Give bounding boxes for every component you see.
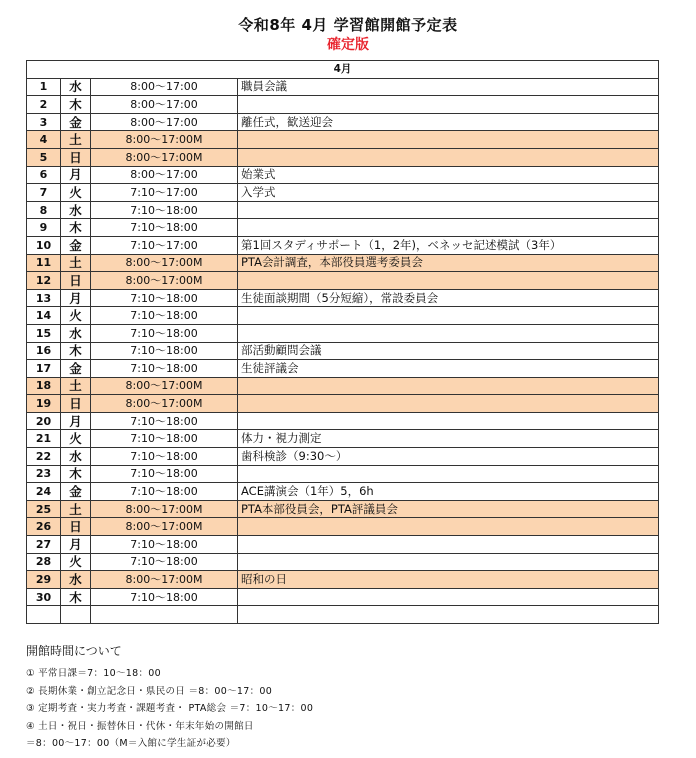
day-number: 12: [27, 272, 61, 290]
day-row: [27, 219, 659, 237]
weekday: 月: [61, 289, 91, 307]
blank-cell: [91, 606, 238, 624]
event-text: 生徒面談期間（5分短縮），常設委員会: [238, 289, 659, 307]
opening-hours: 7:10～18:00: [91, 430, 238, 448]
schedule-rows: [27, 78, 659, 606]
schedule-table: [26, 60, 659, 624]
opening-hours: 8:00～17:00M: [91, 131, 238, 149]
notes-section: [26, 642, 313, 753]
day-row: [27, 500, 659, 518]
day-row: [27, 395, 659, 413]
event-text: [238, 588, 659, 606]
day-row: [27, 518, 659, 536]
opening-hours: 7:10～18:00: [91, 360, 238, 378]
opening-hours: 7:10～18:00: [91, 307, 238, 325]
version-label: 確定版: [327, 37, 369, 53]
weekday: 金: [61, 360, 91, 378]
opening-hours: 7:10～18:00: [91, 553, 238, 571]
day-row: [27, 148, 659, 166]
day-number: 6: [27, 166, 61, 184]
day-row: [27, 377, 659, 395]
day-row: [27, 448, 659, 466]
event-text: [238, 148, 659, 166]
opening-hours: 7:10～18:00: [91, 289, 238, 307]
day-row: [27, 483, 659, 501]
opening-hours: 7:10～18:00: [91, 483, 238, 501]
weekday: 木: [61, 342, 91, 360]
day-number: 16: [27, 342, 61, 360]
weekday: 木: [61, 96, 91, 114]
weekday: 木: [61, 219, 91, 237]
notes-line: ③ 定期考査・実力考査・課題考査・ PTA総会 ＝7：10～17：00: [26, 703, 314, 715]
day-number: 15: [27, 324, 61, 342]
opening-hours: 8:00～17:00: [91, 78, 238, 96]
event-text: [238, 324, 659, 342]
notes-title: 開館時間について: [26, 644, 122, 658]
weekday: 日: [61, 272, 91, 290]
opening-hours: 8:00～17:00M: [91, 254, 238, 272]
day-row: [27, 131, 659, 149]
day-row: [27, 465, 659, 483]
blank-cell: [238, 606, 659, 624]
opening-hours: 8:00～17:00M: [91, 395, 238, 413]
event-text: [238, 412, 659, 430]
opening-hours: 8:00～17:00: [91, 113, 238, 131]
weekday: 土: [61, 131, 91, 149]
day-number: 2: [27, 96, 61, 114]
notes-line: ④ 土日・祝日・振替休日・代休・年末年始の開館日: [26, 720, 254, 732]
page-title: 令和8年 4月 学習館開館予定表: [238, 16, 458, 34]
day-number: 1: [27, 78, 61, 96]
event-text: 昭和の日: [238, 571, 659, 589]
day-row: [27, 571, 659, 589]
event-text: 離任式，歓送迎会: [238, 113, 659, 131]
weekday: 月: [61, 166, 91, 184]
opening-hours: 7:10～18:00: [91, 324, 238, 342]
day-number: 24: [27, 483, 61, 501]
event-text: [238, 395, 659, 413]
day-number: 29: [27, 571, 61, 589]
day-row: [27, 184, 659, 202]
event-text: 体力・視力測定: [238, 430, 659, 448]
event-text: [238, 518, 659, 536]
day-row: [27, 324, 659, 342]
day-number: 27: [27, 536, 61, 554]
day-row: [27, 430, 659, 448]
opening-hours: 8:00～17:00M: [91, 148, 238, 166]
day-number: 18: [27, 377, 61, 395]
weekday: 水: [61, 571, 91, 589]
weekday: 日: [61, 395, 91, 413]
notes-line: ＝8：00～17：00（M＝入館に学生証が必要）: [26, 738, 236, 750]
event-text: [238, 219, 659, 237]
event-text: [238, 131, 659, 149]
day-number: 14: [27, 307, 61, 325]
blank-cell: [61, 606, 91, 624]
day-number: 8: [27, 201, 61, 219]
opening-hours: 8:00～17:00M: [91, 518, 238, 536]
event-text: 部活動顧問会議: [238, 342, 659, 360]
weekday: 水: [61, 78, 91, 96]
opening-hours: 8:00～17:00M: [91, 272, 238, 290]
day-number: 26: [27, 518, 61, 536]
event-text: PTA会計調査，本部役員選考委員会: [238, 254, 659, 272]
opening-hours: 7:10～18:00: [91, 588, 238, 606]
opening-hours: 7:10～18:00: [91, 342, 238, 360]
opening-hours: 7:10～18:00: [91, 201, 238, 219]
blank-cell: [27, 606, 61, 624]
event-text: [238, 201, 659, 219]
weekday: 日: [61, 518, 91, 536]
weekday: 火: [61, 307, 91, 325]
day-row: [27, 113, 659, 131]
notes-line: ② 長期休業・創立記念日・県民の日 ＝8：00～17：00: [26, 685, 273, 697]
weekday: 土: [61, 254, 91, 272]
opening-hours: 8:00～17:00M: [91, 571, 238, 589]
opening-hours: 7:10～18:00: [91, 465, 238, 483]
day-row: [27, 412, 659, 430]
weekday: 水: [61, 448, 91, 466]
weekday: 金: [61, 113, 91, 131]
day-number: 19: [27, 395, 61, 413]
event-text: 第1回スタディサポート（1，2年)，ベネッセ記述模試（3年）: [238, 236, 659, 254]
day-number: 20: [27, 412, 61, 430]
event-text: [238, 465, 659, 483]
month-header-row: [27, 61, 659, 79]
event-text: 職員会議: [238, 78, 659, 96]
event-text: [238, 536, 659, 554]
day-number: 4: [27, 131, 61, 149]
weekday: 火: [61, 553, 91, 571]
day-row: [27, 166, 659, 184]
event-text: 生徒評議会: [238, 360, 659, 378]
weekday: 金: [61, 236, 91, 254]
day-number: 7: [27, 184, 61, 202]
day-row: [27, 289, 659, 307]
day-number: 25: [27, 500, 61, 518]
day-number: 23: [27, 465, 61, 483]
event-text: PTA本部役員会，PTA評議員会: [238, 500, 659, 518]
day-row: [27, 536, 659, 554]
event-text: 歯科検診（9:30～）: [238, 448, 659, 466]
weekday: 火: [61, 184, 91, 202]
event-text: [238, 553, 659, 571]
day-row: [27, 254, 659, 272]
opening-hours: 7:10～17:00: [91, 184, 238, 202]
opening-hours: 7:10～18:00: [91, 219, 238, 237]
opening-hours: 8:00～17:00: [91, 166, 238, 184]
day-number: 17: [27, 360, 61, 378]
day-number: 10: [27, 236, 61, 254]
day-row: [27, 342, 659, 360]
day-row: [27, 96, 659, 114]
day-row: [27, 236, 659, 254]
opening-hours: 7:10～18:00: [91, 536, 238, 554]
day-number: 9: [27, 219, 61, 237]
day-number: 21: [27, 430, 61, 448]
day-row: [27, 307, 659, 325]
day-number: 11: [27, 254, 61, 272]
weekday: 水: [61, 324, 91, 342]
opening-hours: 8:00～17:00M: [91, 500, 238, 518]
opening-hours: 8:00～17:00M: [91, 377, 238, 395]
day-number: 30: [27, 588, 61, 606]
day-row: [27, 553, 659, 571]
opening-hours: 7:10～17:00: [91, 236, 238, 254]
day-number: 3: [27, 113, 61, 131]
weekday: 金: [61, 483, 91, 501]
event-text: ACE講演会（1年）5，6h: [238, 483, 659, 501]
weekday: 火: [61, 430, 91, 448]
day-row: [27, 360, 659, 378]
day-row: [27, 272, 659, 290]
weekday: 土: [61, 500, 91, 518]
weekday: 木: [61, 588, 91, 606]
event-text: 始業式: [238, 166, 659, 184]
event-text: 入学式: [238, 184, 659, 202]
day-number: 13: [27, 289, 61, 307]
opening-hours: 8:00～17:00: [91, 96, 238, 114]
event-text: [238, 307, 659, 325]
weekday: 水: [61, 201, 91, 219]
event-text: [238, 96, 659, 114]
day-number: 5: [27, 148, 61, 166]
notes-line: ① 平常日課＝7：10～18：00: [26, 668, 161, 679]
day-number: 22: [27, 448, 61, 466]
weekday: 月: [61, 536, 91, 554]
blank-row: [27, 606, 659, 624]
event-text: [238, 272, 659, 290]
day-row: [27, 588, 659, 606]
event-text: [238, 377, 659, 395]
weekday: 土: [61, 377, 91, 395]
month-header: 4月: [27, 61, 659, 79]
day-row: [27, 201, 659, 219]
weekday: 日: [61, 148, 91, 166]
day-number: 28: [27, 553, 61, 571]
weekday: 月: [61, 412, 91, 430]
opening-hours: 7:10～18:00: [91, 448, 238, 466]
weekday: 木: [61, 465, 91, 483]
opening-hours: 7:10～18:00: [91, 412, 238, 430]
day-row: [27, 78, 659, 96]
